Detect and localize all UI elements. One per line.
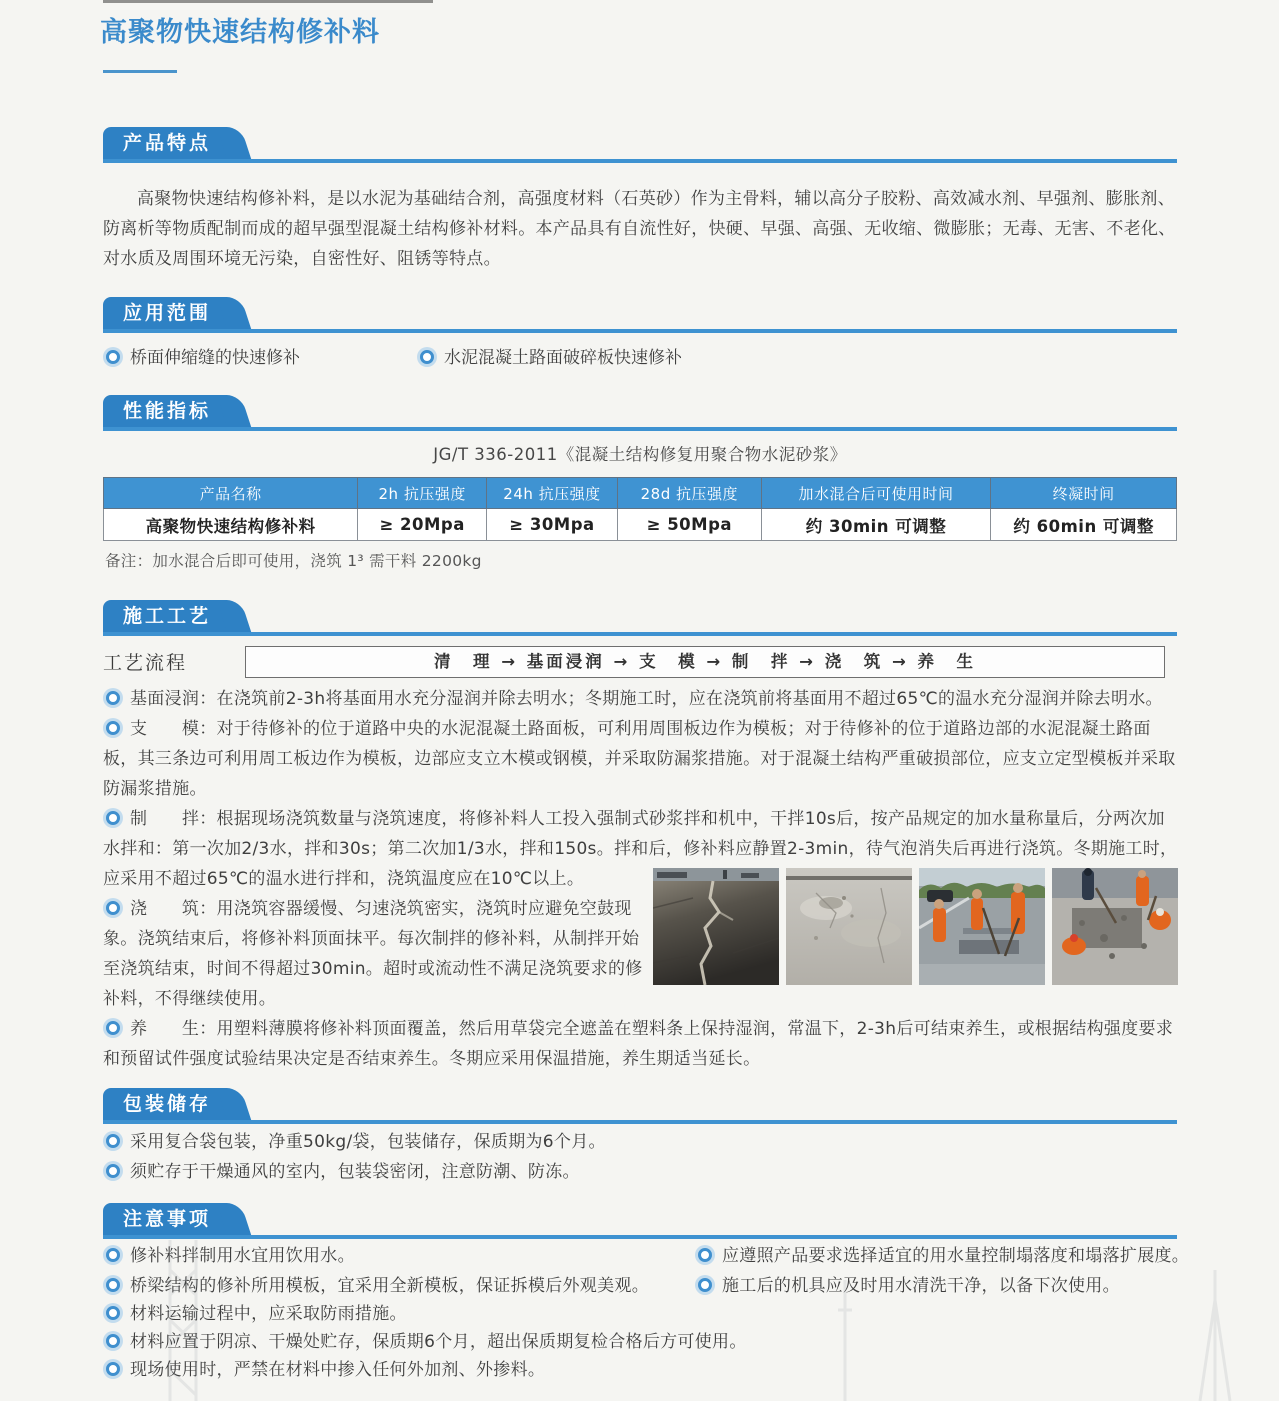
table-header-cell: 24h 抗压强度	[487, 478, 618, 509]
step-text: 浇 筑：用浇筑容器缓慢、匀速浇筑密实，浇筑时应避免空鼓现象。浇筑结束后，将修补料顶面抹平。每次制拌的修补料，从制拌开始至浇筑结束，时间不得超过30min。超时或流动性不满足浇筑要求的修补料，不得继续使用。	[103, 899, 643, 1009]
table-header-row	[104, 478, 1177, 509]
notes-item-text: 修补料拌制用水宜用饮用水。	[130, 1246, 355, 1266]
table-cell: ≥ 20Mpa	[358, 509, 487, 541]
cropped-content-fragment	[103, 0, 433, 3]
circle-bullet-icon	[698, 1248, 712, 1262]
step-paragraph	[103, 684, 1179, 714]
packaging-item	[103, 1128, 606, 1156]
section-header-application	[103, 297, 1177, 333]
step-text: 支 模：对于待修补的位于道路中央的水泥混凝土路面板，可利用周围板边作为模板；对于待修补的位于道路边部的水泥混凝土路面板，其三条边可利用周工板边作为模板，边部应支立木模或钢模，并采取防漏浆措施。对于混凝土结构严重破损部位，应支立定型模板并采取防漏浆措施。	[103, 719, 1176, 799]
performance-table	[103, 477, 1177, 541]
application-item-label: 水泥混凝土路面破碎板快速修补	[444, 348, 682, 368]
table-header-cell: 28d 抗压强度	[617, 478, 761, 509]
flow-label: 工艺流程	[103, 652, 188, 674]
application-tab: 应用范围	[103, 297, 235, 329]
notes-item	[103, 1272, 649, 1300]
circle-bullet-icon	[106, 1164, 120, 1178]
circle-bullet-icon	[106, 1278, 120, 1292]
circle-bullet-icon	[420, 350, 434, 364]
table-row	[104, 509, 1177, 541]
table-cell: 约 30min 可调整	[761, 509, 991, 541]
packaging-item-text: 采用复合袋包装，净重50kg/袋，包装储存，保质期为6个月。	[130, 1132, 606, 1152]
features-paragraph: 高聚物快速结构修补料，是以水泥为基础结合剂，高强度材料（石英砂）作为主骨料，辅以高分子胶粉、高效减水剂、早强剂、膨胀剂、防离析等物质配制而成的超早强型混凝土结构修补材料。本产品具有自流性好，快硬、早强、高强、无收缩、微膨胀；无毒、无害、不老化、对水质及周围环境无污染，自密性好、阻锈等特点。	[103, 189, 1176, 269]
table-header-cell: 加水混合后可使用时间	[761, 478, 991, 509]
circle-bullet-icon	[106, 1306, 120, 1320]
notes-item	[103, 1300, 407, 1328]
step-text: 养 生：用塑料薄膜将修补料顶面覆盖，然后用草袋完全遮盖在塑料条上保持湿润，常温下，2-3h后可结束养生，或根据结构强度要求和预留试件强度试验结果决定是否结束养生。冬期应采用保温措施，养生期适当延长。	[103, 1019, 1174, 1069]
table-cell: ≥ 30Mpa	[487, 509, 618, 541]
circle-bullet-icon	[106, 1362, 120, 1376]
notes-item-text: 桥梁结构的修补所用模板，宜采用全新模板，保证拆模后外观美观。	[130, 1276, 649, 1296]
notes-item-text: 现场使用时，严禁在材料中掺入任何外加剂、外掺料。	[130, 1360, 546, 1380]
circle-bullet-icon	[698, 1278, 712, 1292]
features-tab: 产品特点	[103, 127, 235, 159]
performance-tab: 性能指标	[103, 395, 235, 427]
site-photos	[653, 868, 1178, 985]
table-header-cell: 2h 抗压强度	[358, 478, 487, 509]
notes-item	[103, 1328, 747, 1356]
circle-bullet-icon	[106, 1334, 120, 1348]
notes-tab: 注意事项	[103, 1203, 235, 1235]
circle-bullet-icon	[106, 350, 120, 364]
step-paragraph	[103, 1014, 1179, 1074]
table-header-cell: 产品名称	[104, 478, 358, 509]
section-header-features	[103, 127, 1177, 163]
circle-bullet-icon	[106, 1248, 120, 1262]
circle-bullet-icon	[106, 901, 120, 915]
notes-item	[103, 1242, 355, 1270]
pavement-crack-photo	[653, 868, 779, 985]
notes-item	[103, 1356, 545, 1384]
process-flow-box: 清 理 → 基面浸润 → 支 模 → 制 拌 → 浇 筑 → 养 生	[245, 646, 1165, 678]
notes-item-text: 材料应置于阴凉、干燥处贮存，保质期6个月，超出保质期复检合格后方可使用。	[130, 1332, 747, 1352]
table-cell: 约 60min 可调整	[991, 509, 1177, 541]
section-header-performance	[103, 395, 1177, 431]
circle-bullet-icon	[106, 1021, 120, 1035]
circle-bullet-icon	[106, 691, 120, 705]
title-underline	[103, 70, 177, 73]
packaging-item-text: 须贮存于干燥通风的室内，包装袋密闭，注意防潮、防冻。	[130, 1162, 580, 1182]
road-repair-crew-photo	[919, 868, 1045, 985]
section-header-notes	[103, 1203, 1177, 1239]
application-item-label: 桥面伸缩缝的快速修补	[130, 348, 300, 368]
packaging-item	[103, 1158, 580, 1186]
process-steps	[103, 684, 1179, 1074]
standard-reference: JG/T 336-2011《混凝土结构修复用聚合物水泥砂浆》	[433, 445, 847, 464]
application-item	[103, 344, 300, 372]
table-note: 备注：加水混合后即可使用，浇筑 1³ 需干料 2200kg	[105, 552, 482, 570]
application-item	[417, 344, 682, 372]
concrete-surface-photo	[786, 868, 912, 985]
notes-item-text: 材料运输过程中，应采取防雨措施。	[130, 1304, 407, 1324]
step-paragraph	[103, 894, 655, 1014]
step-paragraph	[103, 714, 1179, 804]
process-tab: 施工工艺	[103, 600, 235, 632]
notes-item	[695, 1242, 1189, 1270]
step-text: 制 拌：根据现场浇筑数量与浇筑速度，将修补料人工投入强制式砂浆拌和机中，干拌10s后，按产品规定的加水量称量后，分两次加水拌和：第一次加2/3水，拌和30s；第二次加1/3水，拌和150s。拌和后，修补料应静置2-3min，待气泡消失后再进行浇筑。冬期施工时，应采用不超过65℃的温水进行拌和，浇筑温度应在10℃以上。	[103, 809, 1178, 889]
circle-bullet-icon	[106, 811, 120, 825]
table-cell: ≥ 50Mpa	[617, 509, 761, 541]
packaging-tab: 包装储存	[103, 1088, 235, 1120]
table-header-cell: 终凝时间	[991, 478, 1177, 509]
notes-item-text: 施工后的机具应及时用水清洗干净，以备下次使用。	[722, 1276, 1120, 1296]
page-title: 高聚物快速结构修补料	[100, 17, 380, 48]
section-header-packaging	[103, 1088, 1177, 1124]
section-header-process	[103, 600, 1177, 636]
notes-item	[695, 1272, 1120, 1300]
circle-bullet-icon	[106, 721, 120, 735]
step-text: 基面浸润：在浇筑前2-3h将基面用水充分湿润并除去明水；冬期施工时，应在浇筑前将基面用不超过65℃的温水充分湿润并除去明水。	[130, 689, 1163, 709]
circle-bullet-icon	[106, 1134, 120, 1148]
notes-item-text: 应遵照产品要求选择适宜的用水量控制塌落度和塌落扩展度。	[722, 1246, 1190, 1266]
table-cell: 高聚物快速结构修补料	[104, 509, 358, 541]
patch-repair-crew-photo	[1052, 868, 1178, 985]
